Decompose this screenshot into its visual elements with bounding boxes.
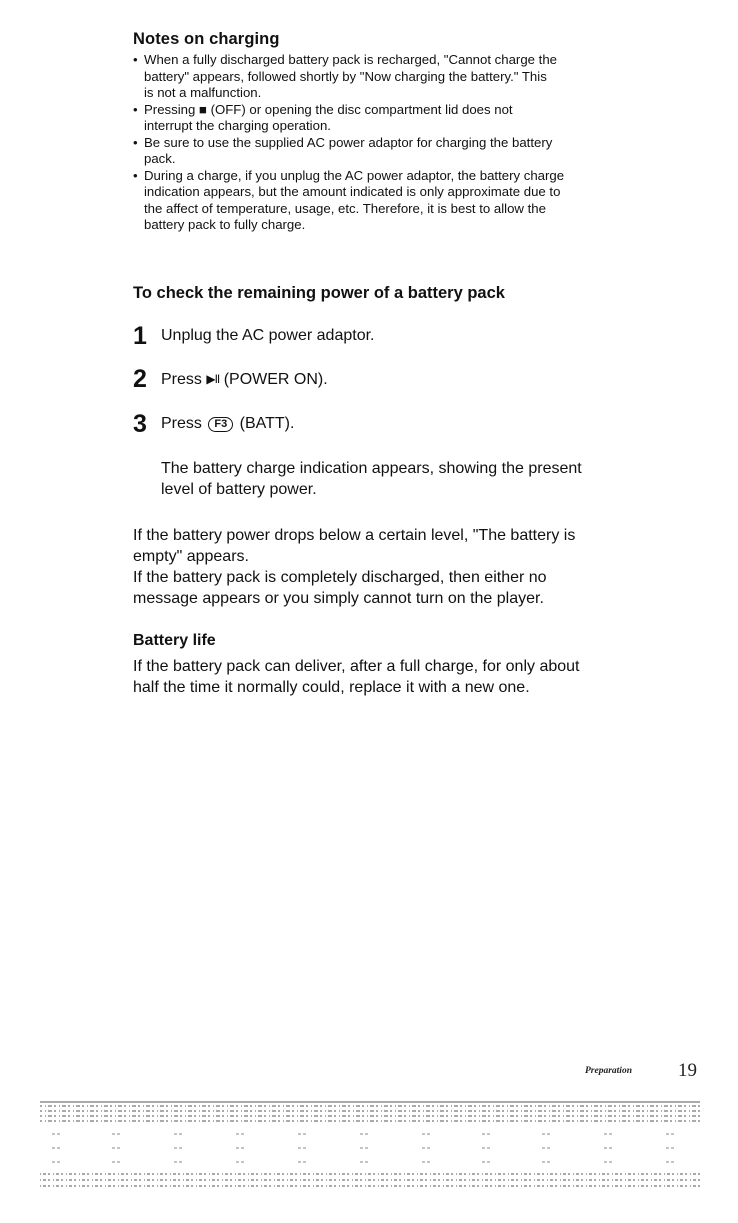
note-line: battery pack to fully charge.	[144, 217, 306, 232]
step-1	[133, 321, 693, 351]
page-number: 19	[678, 1060, 697, 1081]
step-text	[161, 414, 294, 434]
step-text-pre: Press	[161, 371, 207, 388]
step-result	[161, 458, 681, 500]
note-line: interrupt the charging operation.	[144, 118, 331, 133]
bullet-icon: •	[133, 167, 138, 183]
step-number: 1	[133, 322, 147, 350]
section-label: Preparation	[585, 1066, 632, 1076]
note-item	[133, 52, 673, 102]
result-line: level of battery power.	[161, 481, 317, 498]
result-line: The battery charge indication appears, showing the present	[161, 460, 582, 477]
info-line: If the battery power drops below a certain level, "The battery is	[133, 527, 576, 544]
note-item	[133, 135, 673, 168]
info-line: message appears or you simply cannot turn on the player.	[133, 590, 544, 607]
info-line: If the battery pack is completely discharged, then either no	[133, 569, 547, 586]
step-text-post: (POWER ON).	[219, 371, 328, 388]
note-line: During a charge, if you unplug the AC power adaptor, the battery charge	[144, 167, 565, 183]
note-line: battery" appears, followed shortly by "Now charging the battery." This	[144, 68, 547, 84]
note-item	[133, 102, 673, 135]
step-number: 3	[133, 410, 147, 438]
note-line: the affect of temperature, usage, etc. Therefore, it is best to allow the	[144, 200, 546, 216]
note-line: pack.	[144, 151, 176, 166]
note-line: indication appears, but the amount indicated is only approximate due to	[144, 184, 561, 199]
battery-life-text	[133, 656, 693, 698]
notes-heading: Notes on charging	[133, 30, 280, 48]
bullet-icon: •	[133, 101, 138, 117]
step-number: 2	[133, 365, 147, 393]
battery-life-heading: Battery life	[133, 632, 216, 649]
note-item	[133, 168, 673, 234]
play-pause-icon: ▶II	[206, 372, 220, 386]
step-3	[133, 409, 693, 439]
note-line: Pressing ■ (OFF) or opening the disc compartment lid does not	[144, 101, 513, 117]
f3-key-icon: F3	[208, 417, 233, 432]
step-text	[161, 369, 328, 390]
step-text-pre: Press	[161, 415, 207, 432]
bullet-icon: •	[133, 134, 138, 150]
check-power-heading: To check the remaining power of a battery pack	[133, 284, 505, 302]
bullet-icon: •	[133, 52, 138, 67]
note-line: Be sure to use the supplied AC power adaptor for charging the battery	[144, 134, 553, 150]
step-text: Unplug the AC power adaptor.	[161, 327, 375, 344]
scan-edge-noise	[40, 1100, 700, 1210]
note-line: When a fully discharged battery pack is recharged, "Cannot charge the	[144, 52, 557, 67]
notes-list	[133, 52, 673, 234]
note-line: is not a malfunction.	[144, 85, 262, 100]
step-2	[133, 364, 693, 394]
life-line: half the time it normally could, replace it with a new one.	[133, 679, 530, 696]
info-line: empty" appears.	[133, 548, 249, 565]
battery-info-text	[133, 525, 693, 609]
life-line: If the battery pack can deliver, after a full charge, for only about	[133, 658, 580, 675]
step-text-post: (BATT).	[235, 415, 295, 432]
